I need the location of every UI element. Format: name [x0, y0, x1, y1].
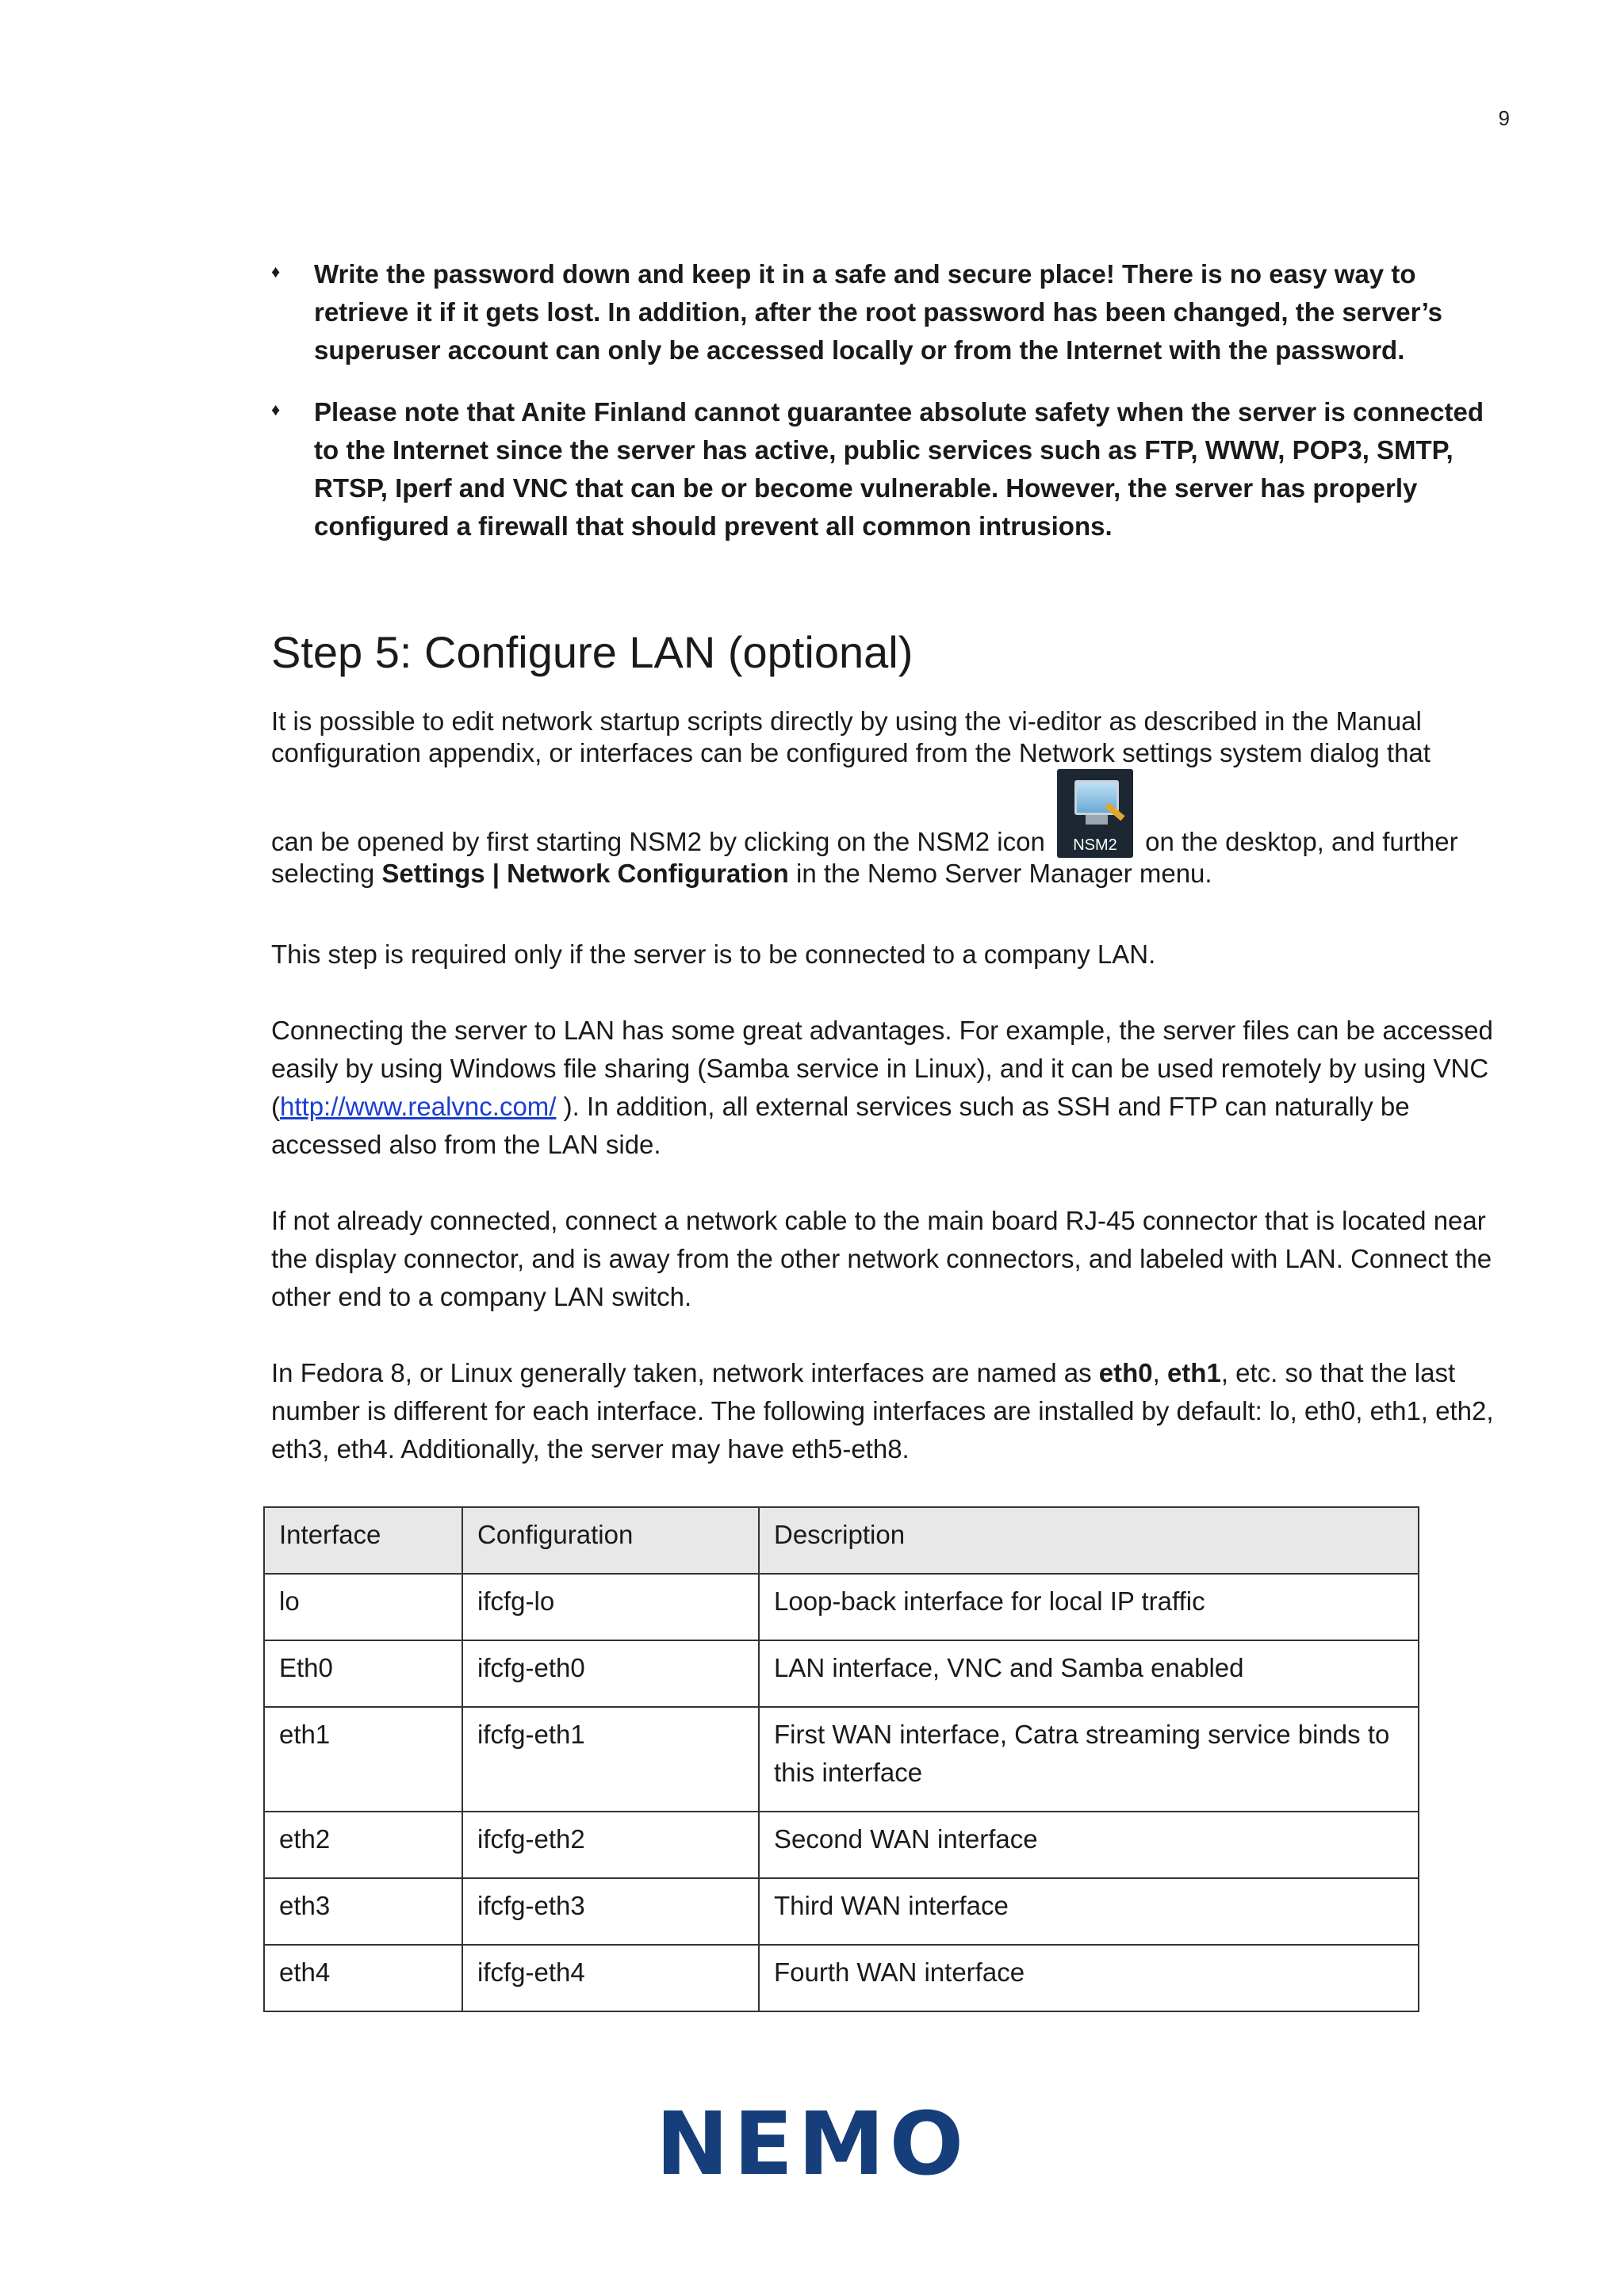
- cell-description: First WAN interface, Catra streaming service binds to this interface: [759, 1707, 1419, 1812]
- cell-description: Second WAN interface: [759, 1812, 1419, 1878]
- advantages-text: Connecting the server to LAN has some great advantages. For example, the server files can be accessed easily by using Windows file sharing (Samba service in Linux), and it can be used remotely by using VNC (: [271, 1016, 1493, 1121]
- table-row: [264, 1574, 1419, 1640]
- cell-interface: eth1: [264, 1707, 462, 1812]
- cell-configuration: ifcfg-eth2: [462, 1812, 759, 1878]
- cell-interface: eth2: [264, 1812, 462, 1878]
- header-interface: Interface: [264, 1507, 462, 1574]
- interfaces-paragraph: [271, 1354, 1508, 1468]
- diamond-bullet-icon: ♦: [271, 262, 281, 281]
- cell-interface: eth3: [264, 1878, 462, 1945]
- intro-text-end: in the Nemo Server Manager menu.: [788, 859, 1212, 888]
- cell-interface: eth4: [264, 1945, 462, 2011]
- realvnc-link[interactable]: http://www.realvnc.com/: [280, 1092, 557, 1121]
- table-header-row: [264, 1507, 1419, 1574]
- warning-text: Please note that Anite Finland cannot guarantee absolute safety when the server is connected to the Internet since the server has active, public services such as FTP, WWW, POP3, SMTP, RTSP, Iperf and VNC that can be or become vulnerable. However, the server has properly configured a firewall that should prevent all common intrusions.: [314, 397, 1484, 541]
- monitor-stand-icon: [1086, 815, 1108, 825]
- cell-configuration: ifcfg-eth0: [462, 1640, 759, 1707]
- interface-table: [263, 1506, 1419, 2012]
- separator-text: ,: [1152, 1358, 1167, 1387]
- table-row: [264, 1945, 1419, 2011]
- intro-paragraph: [271, 706, 1508, 890]
- table-row: [264, 1640, 1419, 1707]
- diamond-bullet-icon: ♦: [271, 400, 281, 419]
- cell-configuration: ifcfg-eth1: [462, 1707, 759, 1812]
- advantages-text-end: ). In addition, all external services such as SSH and FTP can naturally be accessed also from the LAN side.: [271, 1092, 1410, 1159]
- cell-description: Loop-back interface for local IP traffic: [759, 1574, 1419, 1640]
- nsm2-icon-label: NSM2: [1073, 836, 1117, 854]
- header-description: Description: [759, 1507, 1419, 1574]
- eth1-term: eth1: [1166, 1358, 1221, 1387]
- list-item: [271, 393, 1508, 545]
- nsm2-desktop-icon: [1057, 769, 1133, 858]
- list-item: [271, 255, 1508, 369]
- cell-interface: Eth0: [264, 1640, 462, 1707]
- intro-text: It is possible to edit network startup scripts directly by using the vi-editor as described in the Manual configuration appendix, or interfaces can be configured from the Network settings system dialog that: [271, 706, 1431, 767]
- intro-text-after-icon: on the desktop, and further selecting: [271, 827, 1458, 888]
- advantages-paragraph: [271, 1012, 1508, 1164]
- nemo-logo: NEMO: [655, 2093, 969, 2195]
- cell-description: Third WAN interface: [759, 1878, 1419, 1945]
- cell-configuration: ifcfg-lo: [462, 1574, 759, 1640]
- eth0-term: eth0: [1098, 1358, 1153, 1387]
- cell-description: Fourth WAN interface: [759, 1945, 1419, 2011]
- requirement-paragraph: This step is required only if the server is to be connected to a company LAN.: [271, 939, 1156, 969]
- interfaces-text: In Fedora 8, or Linux generally taken, network interfaces are named as: [271, 1358, 1099, 1387]
- interfaces-text-end: , etc. so that the last number is different for each interface. The following interfaces are installed by default: lo, eth0, eth1, eth2, eth3, eth4. Additionally, the server may have eth5-eth8.: [271, 1358, 1494, 1464]
- warning-text: Write the password down and keep it in a safe and secure place! There is no easy way to retrieve it if it gets lost. In addition, after the root password has been changed, the server’s superuser account can only be accessed locally or from the Internet with the password.: [314, 259, 1442, 365]
- cell-interface: lo: [264, 1574, 462, 1640]
- warning-list: [271, 255, 1508, 569]
- page-number: 9: [1498, 106, 1510, 130]
- table-row: [264, 1707, 1419, 1812]
- menu-path: Settings | Network Configuration: [381, 859, 789, 888]
- connection-paragraph: If not already connected, connect a network cable to the main board RJ-45 connector that is located near the display connector, and is away from the other network connectors, and labeled with LAN. Connect the other end to a company LAN switch.: [271, 1206, 1492, 1311]
- intro-text-continued: can be opened by first starting NSM2 by clicking on the NSM2 icon: [271, 827, 1045, 856]
- table-row: [264, 1878, 1419, 1945]
- cell-configuration: ifcfg-eth3: [462, 1878, 759, 1945]
- section-heading: Step 5: Configure LAN (optional): [271, 627, 914, 677]
- header-configuration: Configuration: [462, 1507, 759, 1574]
- table-row: [264, 1812, 1419, 1878]
- cell-configuration: ifcfg-eth4: [462, 1945, 759, 2011]
- cell-description: LAN interface, VNC and Samba enabled: [759, 1640, 1419, 1707]
